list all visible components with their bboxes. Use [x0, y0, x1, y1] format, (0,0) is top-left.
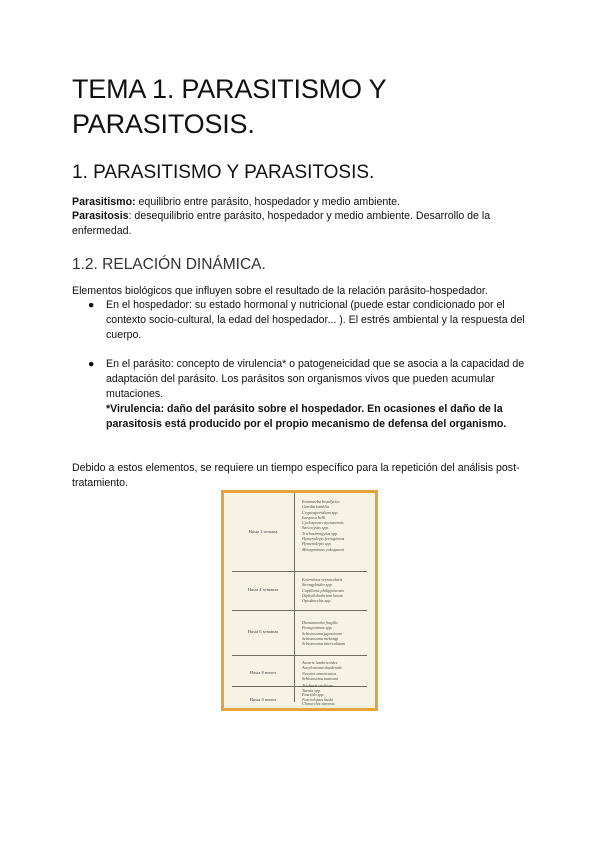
- section-heading-2: 1.2. RELACIÓN DINÁMICA.: [72, 256, 266, 273]
- row-label: Hasta 3 meses: [249, 697, 277, 702]
- row-label: Hasta 8 meses: [249, 670, 277, 675]
- table-row: [232, 611, 367, 656]
- section-heading-1: 1. PARASITISMO Y PARASITOSIS.: [72, 162, 375, 183]
- bullet-list-host: [88, 298, 532, 343]
- virulence-note: *Virulencia: daño del parásito sobre el hospedador. En ocasiones el daño de la parasitosis está producido por el propio mecanismo de defensa del organismo.: [106, 403, 507, 430]
- post-treatment-table-image: [221, 490, 378, 711]
- list-item: [88, 357, 532, 432]
- definition-term: Parasitosis: [72, 210, 129, 222]
- table-row: [232, 493, 367, 572]
- species-list: Ascaris lumbricoides Ancylostoma duodenale Necator americanus Schistosoma mansoni: [302, 660, 343, 681]
- definition-text: : desequilibrio entre parásito, hospedador y medio ambiente. Desarrollo de la enfermedad.: [72, 210, 491, 237]
- list-item: [88, 298, 532, 343]
- row-label: Hasta 4 semanas: [247, 587, 279, 592]
- species-list: Trichuris trichiura Taenia spp. Fasciola spp. Fasciolopsis buski Clonorchis sinensis: [302, 683, 335, 707]
- table-row: [232, 656, 367, 687]
- definition-parasitosis: [72, 209, 532, 239]
- bullet-icon: ●: [88, 299, 95, 311]
- definition-parasitismo: [72, 195, 532, 210]
- table-row: [232, 683, 367, 707]
- table-row: [232, 572, 367, 611]
- species-list: Enterobius vermicularis Strongyloides spp. Capillaria philippinensis Diphyllobothrium latum Opisthorchis spp.: [302, 577, 344, 604]
- row-label: Hasta 6 semanas: [247, 629, 279, 634]
- closing-paragraph: Debido a estos elementos, se requiere un tiempo específico para la repetición del análisis post-tratamiento.: [72, 462, 520, 489]
- bullet-list-parasite: [88, 357, 532, 432]
- bullet-text: En el parásito: concepto de virulencia* o patogeneicidad que se asocia a la capacidad de adaptación del parásito. Los parásitos son organismos vivos que pueden acumular mutaciones.: [106, 358, 525, 400]
- definition-term: Parasitismo:: [72, 196, 136, 208]
- intro-paragraph: Elementos biológicos que influyen sobre el resultado de la relación parásito-hospedador.: [72, 285, 488, 297]
- row-label: Hasta 1 semana: [248, 529, 278, 534]
- bullet-icon: ●: [88, 358, 95, 370]
- page-title: TEMA 1. PARASITISMO Y PARASITOSIS.: [72, 74, 386, 139]
- definition-text: equilibrio entre parásito, hospedador y medio ambiente.: [135, 196, 401, 208]
- species-list: Entamoeba histolytica Giardia lamblia Cryptosporidium spp. Isospora belli Cyclospora cayetanensis Sarcocystis spp. Trichostrongylus spp. Hymenolepis ferrugineus Hymenolepis spp. Metagonimus yokogawai: [302, 499, 345, 552]
- bullet-text: En el hospedador: su estado hormonal y nutricional (puede estar condicionado por el contexto socio-cultural, la edad del hospedador... ). El estrés ambiental y la respuesta del cuerpo.: [106, 299, 525, 341]
- species-list: Dientamoeba fragilis Paragonimus spp. Schistosoma japonicum Schistosoma mekongi Schistosoma intercalatum: [302, 620, 346, 647]
